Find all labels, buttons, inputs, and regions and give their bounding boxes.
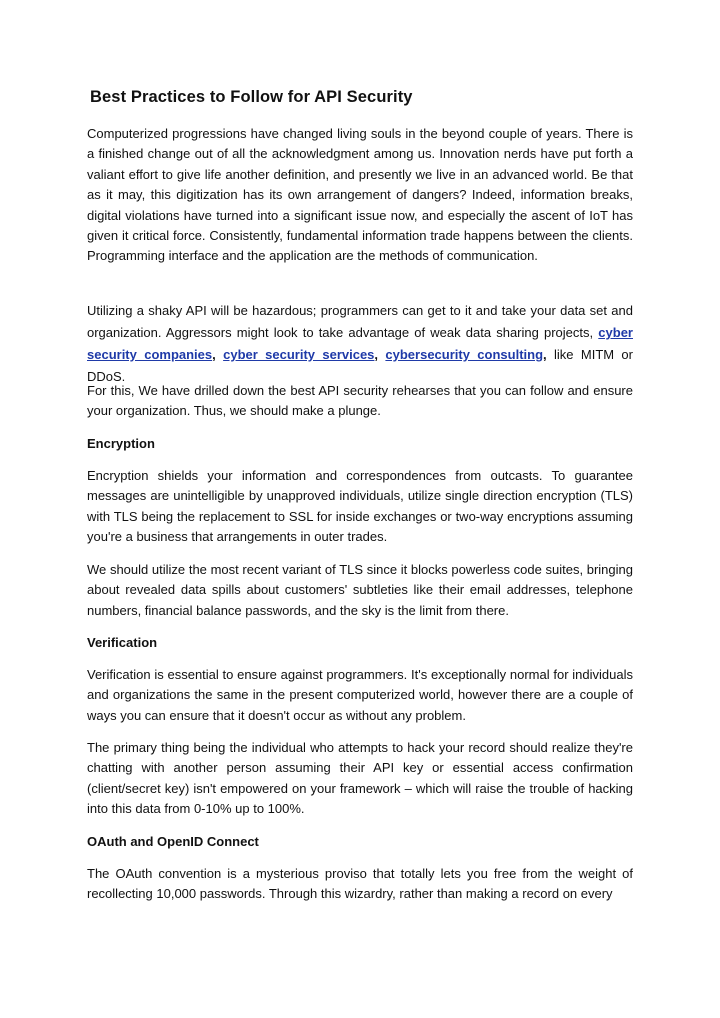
paragraph-intro xyxy=(87,124,633,267)
heading-encryption: Encryption xyxy=(87,436,155,451)
paragraph-6: Verification is essential to ensure against programmers. It's exceptionally normal for individuals and organizations the same in the present computerized world, however there are a couple of ways you can ensure that it doesn't occur as without any problem. xyxy=(87,667,633,723)
link-cybersecurity-consulting[interactable]: cybersecurity consulting xyxy=(385,347,544,362)
paragraph-4: Encryption shields your information and correspondences from outcasts. To guarantee messages are unintelligible by unapproved individuals, utilize single direction encryption (TLS) with TLS being the replacement to SSL for inside exchanges or two-way encryptions assuming you're a business that arrangements in outer trades. xyxy=(87,468,633,545)
paragraph-2-end: like MITM or DDoS. xyxy=(87,347,633,384)
paragraph-2-block xyxy=(87,300,633,388)
document-title: Best Practices to Follow for API Security xyxy=(90,88,413,106)
paragraph-5: We should utilize the most recent variant of TLS since it blocks powerless code suites, bringing about revealed data spills about customers' subtleties like their email addresses, telephone numbers, financial balance passwords, and the sky is the limit from there. xyxy=(87,562,633,618)
paragraph-1: Computerized progressions have changed living souls in the beyond couple of years. There is a finished change out of all the acknowledgment among us. Innovation nerds have put forth a valiant effort to give life another definition, and presently we live in an advanced world. Be that as it may, this digitization has its own arrangement of dangers? Indeed, information breaks, digital violations have turned into a significant issue now, and especially the ascent of IoT has given it critical force. Consistently, fundamental information trade happens between the clients. Programming interface and the application are the methods of communication. xyxy=(87,126,633,264)
link-cyber-security-services[interactable]: cyber security services xyxy=(223,347,375,362)
heading-verification: Verification xyxy=(87,635,158,650)
paragraph-2: Utilizing a shaky API will be hazardous; programmers can get to it and take your data set and organization. Aggressors might look to take advantage of weak data sharing projects, cyber security companies, cyber security services, cybersecurity consulting, like MITM or DDoS. xyxy=(87,303,633,384)
paragraph-3: For this, We have drilled down the best API security rehearses that you can follow and ensure your organization. Thus, we should make a plunge. xyxy=(87,383,633,419)
paragraph-2-start: Utilizing a shaky API will be hazardous; programmers can get to it and take your data set and organization. Aggressors might look to take advantage of weak data sharing projects, xyxy=(87,303,633,340)
heading-oauth: OAuth and OpenID Connect xyxy=(87,834,259,849)
paragraph-7: The primary thing being the individual who attempts to hack your record should realize they're chatting with another person assuming their API key or essential access confirmation (client/secret key) isn't empowered on your framework – which will raise the trouble of hacking into this data from 0-10% up to 100%. xyxy=(87,740,633,817)
paragraph-8: The OAuth convention is a mysterious proviso that totally lets you free from the weight of recollecting 10,000 passwords. Through this wizardry, rather than making a record on every xyxy=(87,866,633,902)
link-cyber-security-companies[interactable]: cyber security companies xyxy=(87,325,633,362)
